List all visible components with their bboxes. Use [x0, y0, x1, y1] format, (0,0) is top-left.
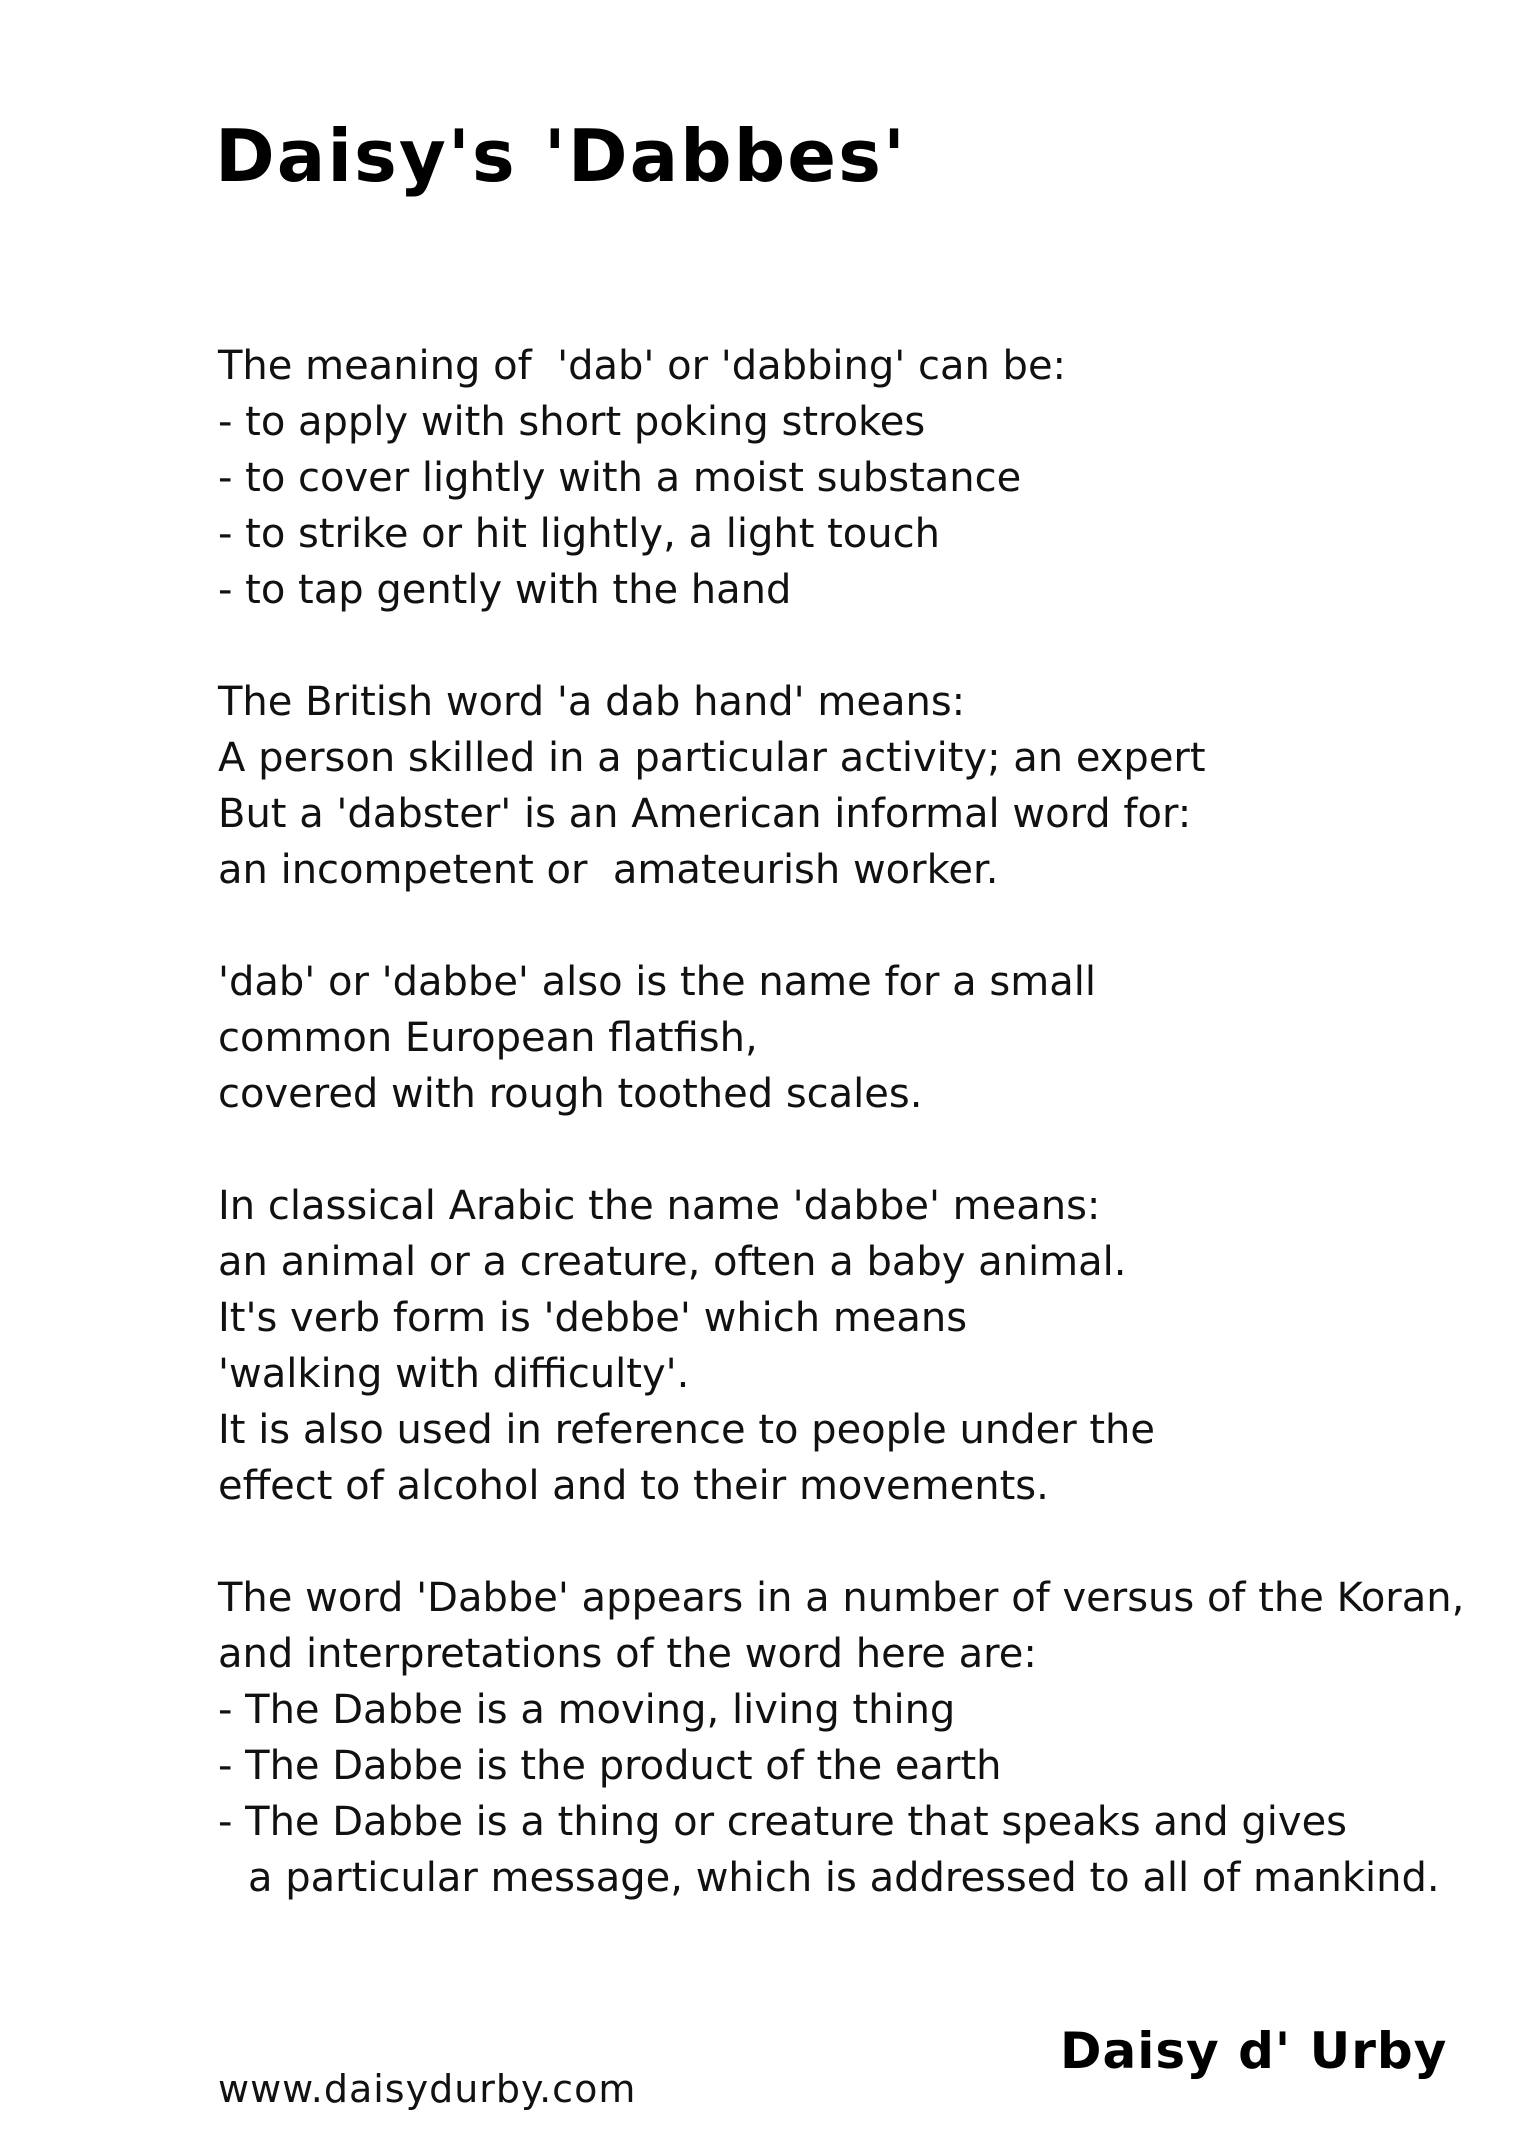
paragraph-dab-hand [218, 674, 1448, 898]
text-line: and interpretations of the word here are: [218, 1631, 1037, 1677]
list-item-continuation: a particular message, which is addressed to all of mankind. [248, 1855, 1440, 1901]
list-item: - to cover lightly with a moist substance [218, 455, 1022, 501]
text-line: The word 'Dabbe' appears in a number of versus of the Koran, [218, 1575, 1465, 1621]
list-item: - to tap gently with the hand [218, 567, 792, 613]
text-line: covered with rough toothed scales. [218, 1071, 923, 1117]
text-line: It is also used in reference to people under the [218, 1407, 1155, 1453]
text-line: In classical Arabic the name 'dabbe' means: [218, 1183, 1101, 1229]
paragraph-dab-meaning [218, 338, 1448, 618]
list-item: - The Dabbe is a moving, living thing [218, 1687, 956, 1733]
paragraph-arabic [218, 1178, 1448, 1514]
text-line: It's verb form is 'debbe' which means [218, 1295, 968, 1341]
text-line: effect of alcohol and to their movements. [218, 1463, 1049, 1509]
website-url: www.daisydurby.com [218, 2067, 637, 2111]
text-line: 'walking with difficulty'. [218, 1351, 690, 1397]
list-item: - The Dabbe is a thing or creature that speaks and gives [218, 1799, 1348, 1845]
list-item: - to strike or hit lightly, a light touch [218, 511, 940, 557]
body-text [218, 338, 1465, 1962]
text-line: 'dab' or 'dabbe' also is the name for a small [218, 959, 1096, 1005]
page-title: Daisy's 'Dabbes' [215, 114, 907, 198]
text-line: The British word 'a dab hand' means: [218, 679, 966, 725]
author-signature: Daisy d' Urby [1060, 2022, 1448, 2080]
paragraph-flatfish [218, 954, 1448, 1122]
text-line: an incompetent or amateurish worker. [218, 847, 999, 893]
paragraph-koran [218, 1570, 1465, 1906]
text-line: But a 'dabster' is an American informal word for: [218, 791, 1192, 837]
text-line: A person skilled in a particular activity; an expert [218, 735, 1206, 781]
list-item: - to apply with short poking strokes [218, 399, 926, 445]
text-line: an animal or a creature, often a baby animal. [218, 1239, 1127, 1285]
text-line: The meaning of 'dab' or 'dabbing' can be: [218, 343, 1067, 389]
text-line: common European flatfish, [218, 1015, 758, 1061]
list-item: - The Dabbe is the product of the earth [218, 1743, 1002, 1789]
